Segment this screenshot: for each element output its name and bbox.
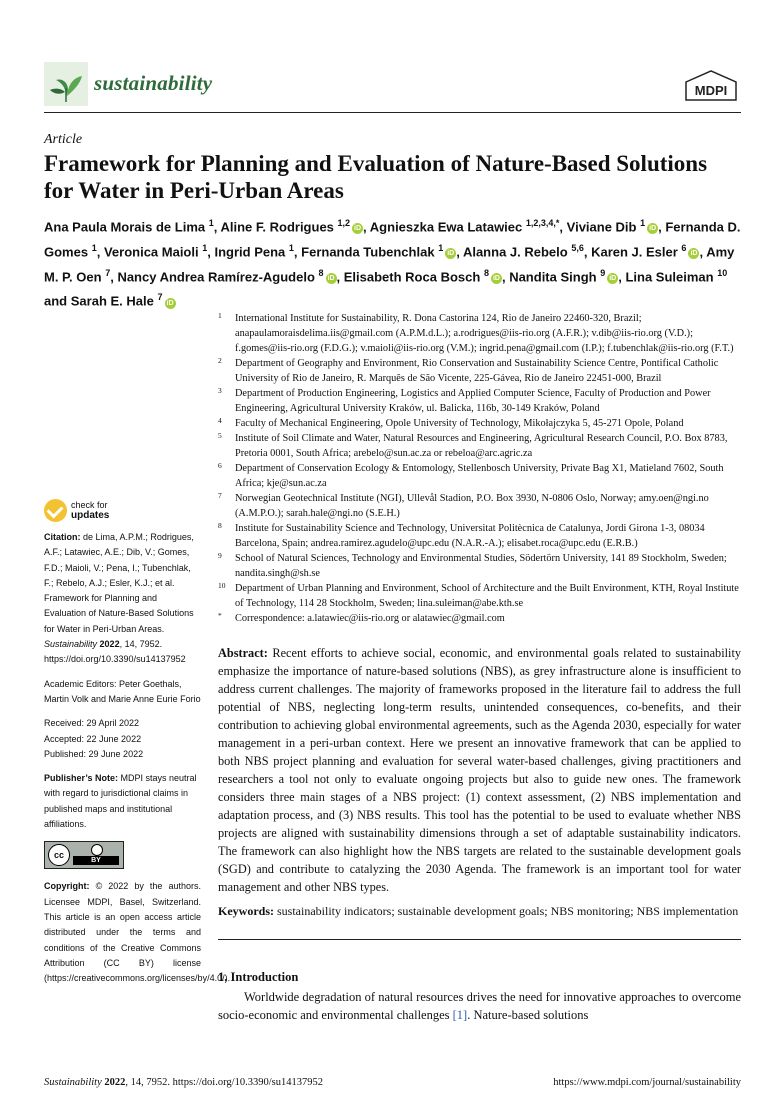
- journal-name: sustainability: [94, 71, 213, 95]
- abstract: [218, 644, 741, 896]
- affiliation-text: Department of Urban Planning and Environment, School of Architecture and the Built Environment, KTH, Royal Institute of Technology, 114 28 Stockholm, Sweden; lina.suleiman@abe.kth.se: [235, 583, 739, 609]
- author-name[interactable]: Lina Suleiman: [625, 268, 714, 284]
- affiliation-number: 3: [218, 386, 222, 395]
- check-for-updates-button[interactable]: [44, 499, 201, 522]
- journal-logo: [44, 62, 88, 106]
- author-affiliation-sup: 1: [288, 242, 294, 253]
- section-heading: 1. Introduction: [218, 970, 299, 984]
- author-name[interactable]: Ingrid Pena: [214, 244, 286, 260]
- author-name[interactable]: Fernanda D. Gomes: [44, 219, 741, 260]
- affiliation-number: 1: [218, 311, 222, 320]
- dates-block: [44, 716, 201, 762]
- author-affiliation-sup: 7: [105, 267, 111, 278]
- affiliation-text: Correspondence: a.latawiec@iis-rio.org or alatawiec@gmail.com: [235, 613, 505, 624]
- check-updates-icon: [44, 499, 67, 522]
- intro-text-before: Worldwide degradation of natural resources drives the need for innovative approaches to overcome socio-economic and environmental challenges: [218, 990, 741, 1022]
- author-name[interactable]: Nancy Andrea Ramírez-Agudelo: [117, 268, 315, 284]
- orcid-icon[interactable]: iD: [166, 299, 174, 307]
- affiliation-text: International Institute for Sustainability, R. Dona Castorina 124, Rio de Janeiro 22460-320, Brazil; anapaulamoraisdelima.iis@gmail.com (A.P.M.d.L.); a.rodrigues@iis-rio.org (A.F.R.); v.dib@iis-rio.org (V.D.); f.gomes@iis-rio.org (F.D.G.); v.maioli@iis-rio.org (V.M.); ingrid.pena@gmail.com (I.P.); f.tubenchlak@iis-rio.org (F.T.): [235, 313, 734, 354]
- article-title: Framework for Planning and Evaluation of Nature-Based Solutions for Water in Peri-Urban Areas: [44, 151, 708, 203]
- accepted-date: Accepted: 22 June 2022: [44, 733, 142, 744]
- affiliation-item: [218, 431, 748, 461]
- author-affiliation-sup: 8: [483, 267, 489, 278]
- affiliation-number: 6: [218, 461, 222, 470]
- affiliation-text: Institute for Sustainability Science and Technology, Universitat Politècnica de Catalunya, Jordi Girona 1-3, 08034 Barcelona, Spain; andrea.ramirez.agudelo@upc.edu (N.A.R.-A.); elisabet.roca@upc.edu (E.R.B.): [235, 523, 705, 549]
- affiliation-number: 7: [218, 491, 222, 500]
- author-name[interactable]: Amy M. P. Oen: [44, 244, 735, 284]
- author-affiliation-sup: 10: [717, 267, 728, 278]
- author-name[interactable]: Agnieszka Ewa Latawiec: [369, 219, 523, 235]
- author-affiliation-sup: 1: [438, 242, 444, 253]
- orcid-icon[interactable]: iD: [609, 274, 617, 282]
- author-affiliation-sup: 9: [600, 267, 606, 278]
- author-list: Ana Paula Morais de Lima $^1$, Aline F. Rodrigues $^{1,2}$iD , Agnieszka Ewa Latawiec $^{1,2,3,4,*}$, Viviane Dib $^1$iD , Fernanda D. Gomes $^1$, Veronica Maioli $^1$, Ingrid Pena $^1$, Fernanda Tubenchlak $^1$iD , Alanna J. Rebelo $^{5,6}$, Karen J. Esler $^6$iD , Amy M. P. Oen $^7$, Nancy Andrea Ramírez-Agudelo $^8$iD , Elisabeth Roca Bosch $^8$iD , Nandita Singh $^9$iD , Lina Suleiman $^{10}$ and Sarah E. Hale $^7$iD: [44, 218, 741, 309]
- author-name[interactable]: Veronica Maioli: [103, 244, 199, 260]
- affiliation-item: [218, 611, 748, 626]
- affiliation-item: [218, 311, 748, 356]
- affiliation-text: Faculty of Mechanical Engineering, Opole University of Technology, Mikołajczyka 5, 45-271 Opole, Poland: [235, 418, 684, 429]
- academic-editors: Academic Editors: Peter Goethals, Martin Volk and Marie Anne Eurie Forio: [44, 678, 201, 704]
- header-rule: [44, 112, 741, 113]
- article-type: Article: [44, 132, 83, 147]
- by-label: BY: [73, 856, 119, 865]
- orcid-icon[interactable]: iD: [327, 274, 335, 282]
- author-affiliation-sup: 6: [681, 242, 687, 253]
- copyright-block: [44, 879, 231, 986]
- author-affiliation-sup: 8: [318, 267, 324, 278]
- orcid-icon[interactable]: iD: [649, 225, 657, 233]
- section-rule: [218, 939, 741, 940]
- abstract-label: Abstract:: [218, 646, 268, 660]
- author-name[interactable]: Karen J. Esler: [591, 244, 678, 260]
- publisher-name: MDPI: [694, 83, 728, 98]
- affiliation-text: Department of Conservation Ecology & Entomology, Stellenbosch University, Private Bag X1, Matieland 7602, South Africa; kje@sun.ac.za: [235, 463, 724, 489]
- orcid-icon[interactable]: iD: [354, 225, 362, 233]
- publisher-note: [44, 771, 201, 832]
- author-name[interactable]: Nandita Singh: [509, 268, 597, 284]
- intro-text-after: . Nature-based solutions: [467, 1008, 589, 1022]
- publisher-logo: [682, 70, 740, 102]
- orcid-icon[interactable]: iD: [492, 274, 500, 282]
- affiliation-item: [218, 386, 748, 416]
- orcid-icon[interactable]: iD: [447, 250, 455, 258]
- affiliation-text: Department of Production Engineering, Logistics and Applied Computer Science, Faculty of Production and Power Engineering, Agricultural University Kraków, ul. Balicka, 116b, 30-149 Kraków, Poland: [235, 388, 711, 414]
- abstract-text: Recent efforts to achieve social, economic, and environmental goals related to sustainability emphasize the importance of nature-based solutions (NBS), as grey infrastructure alone is insufficient to address current challenges. The majority of frameworks proposed in the literature fail to address the full potential of NBS, neglecting long-term results, unintended consequences, co-benefits, and their contribution to achieving global environmental agreements, such as the Agenda 2030, especially for water management in a peri-urban context. Here we present an innovative framework that can be applied to both NBS project planning and evaluation for several water-based challenges, giving practitioners and researchers a tool not only to evaluate ongoing projects but also to guide new ones. The framework considers three main stages of a NBS project: (1) context assessment, (2) NBS implementation and adaptation process, and (3) NBS results. This tool has the potential to be used to evaluate whether NBS projects are aligned with sustainability dimensions through a set of adaptable sustainability indicators. The framework can also highlight how the NBS targets are related to the sustainable development goals (SGD) and contribute to catalyzing the 2030 Agenda. The framework is an important tool for water management and other NBS types.: [218, 646, 742, 894]
- published-date: Published: 29 June 2022: [44, 748, 144, 759]
- publisher-note-label: Publisher’s Note:: [44, 773, 119, 784]
- author-name[interactable]: Elisabeth Roca Bosch: [343, 268, 481, 284]
- footer-year: 2022: [104, 1077, 126, 1088]
- keywords-text: sustainability indicators; sustainable development goals; NBS monitoring; NBS implementation: [277, 904, 739, 918]
- author-name[interactable]: Viviane Dib: [566, 219, 637, 235]
- author-affiliation-sup: 1,2,3,4,*: [525, 218, 560, 228]
- author-name[interactable]: Ana Paula Morais de Lima: [44, 219, 206, 235]
- affiliation-item: [218, 521, 748, 551]
- check-line1: check for: [71, 500, 108, 510]
- copyright-text: © 2022 by the authors. Licensee MDPI, Basel, Switzerland. This article is an open access article distributed under the terms and conditions of the Creative Commons Attribution (CC BY) license (https://creativecommons.org/licenses/by/4.0/).: [44, 881, 231, 984]
- affiliation-item: [218, 491, 748, 521]
- affiliation-text: Norwegian Geotechnical Institute (NGI), Ullevål Stadion, P.O. Box 3930, N-0806 Oslo, Norway; amy.oen@ngi.no (A.M.P.O.); sarah.hale@ngi.no (S.E.H.): [235, 493, 709, 519]
- author-affiliation-sup: 1: [640, 218, 646, 228]
- citation-block: [44, 530, 201, 668]
- affiliation-number: 4: [218, 416, 222, 425]
- affiliation-number: 10: [218, 581, 226, 590]
- author-affiliation-sup: 5,6: [571, 242, 584, 253]
- affiliation-number: 9: [218, 551, 222, 560]
- copyright-label: Copyright:: [44, 881, 90, 892]
- received-date: Received: 29 April 2022: [44, 718, 140, 729]
- author-affiliation-sup: 1: [208, 218, 214, 228]
- author-affiliation-sup: 1: [202, 242, 208, 253]
- check-line2: updates: [71, 510, 110, 521]
- affiliation-number: 2: [218, 356, 222, 365]
- affiliation-text: Department of Geography and Environment, Rio Conservation and Sustainability Science Centre, Pontifical Catholic University of Rio de Janeiro, R. Marquês de São Vicente, 225-Gávea, Rio de Janeiro 22451-000, Brazil: [235, 358, 719, 384]
- affiliation-list: [218, 311, 748, 626]
- keywords: [218, 903, 741, 920]
- publisher-note-text: MDPI stays neutral with regard to jurisdictional claims in published maps and institutional affiliations.: [44, 773, 197, 830]
- footer-citation: [44, 1077, 323, 1088]
- footer-volume-doi: , 14, 7952. https://doi.org/10.3390/su14137952: [125, 1077, 323, 1088]
- footer-journal: Sustainability: [44, 1077, 102, 1088]
- citation-year: 2022: [99, 639, 120, 650]
- citation-text: de Lima, A.P.M.; Rodrigues, A.F.; Latawiec, A.E.; Dib, V.; Gomes, F.D.; Maioli, V.; Pena, I.; Tubenchlak, F.; Rebelo, A.J.; Esler, K.J.; et al. Framework for Planning and Evaluation of Nature-Based Solutions for Water in Peri-Urban Areas.: [44, 532, 194, 634]
- author-and: and: [44, 293, 68, 309]
- affiliation-number: 8: [218, 521, 222, 530]
- affiliation-item: [218, 356, 748, 386]
- citation-doi-link[interactable]: https://doi.org/10.3390/su14137952: [44, 654, 186, 665]
- leaf-icon: [44, 62, 88, 106]
- affiliation-text: Institute of Soil Climate and Water, Natural Resources and Engineering, Agricultural Research Council, P.O. Box 8783, Pretoria 0001, South Africa; arebelo@sun.ac.za or rebeloa@arc.agric.za: [235, 433, 728, 459]
- citation-label: Citation:: [44, 532, 81, 542]
- affiliation-item: [218, 461, 748, 491]
- cc-icon: cc: [48, 844, 70, 866]
- citation-journal: Sustainability: [44, 639, 98, 650]
- author-name[interactable]: Aline F. Rodrigues: [220, 219, 334, 235]
- cc-by-license-badge[interactable]: [44, 841, 124, 869]
- author-affiliation-sup: 1: [91, 242, 97, 253]
- author-affiliation-sup: 1,2: [337, 218, 351, 228]
- reference-link[interactable]: [1]: [452, 1008, 468, 1022]
- intro-paragraph: [218, 988, 741, 1024]
- author-affiliation-sup: 7: [157, 292, 163, 303]
- footer-url[interactable]: https://www.mdpi.com/journal/sustainability: [553, 1077, 741, 1088]
- affiliation-item: [218, 551, 748, 581]
- citation-volume: , 14, 7952.: [119, 639, 163, 650]
- affiliation-number: *: [218, 611, 222, 620]
- affiliation-number: 5: [218, 431, 222, 440]
- author-name[interactable]: Fernanda Tubenchlak: [301, 244, 435, 260]
- sidebar: [44, 499, 231, 986]
- keywords-label: Keywords:: [218, 904, 274, 918]
- orcid-icon[interactable]: iD: [690, 250, 698, 258]
- affiliation-item: [218, 416, 748, 431]
- attribution-icon: [91, 844, 103, 856]
- affiliation-text: School of Natural Sciences, Technology and Environmental Studies, Södertörn University, 141 89 Stockholm, Sweden; nandita.singh@sh.se: [235, 553, 727, 579]
- author-name[interactable]: Sarah E. Hale: [70, 293, 154, 309]
- affiliation-item: [218, 581, 748, 611]
- author-name[interactable]: Alanna J. Rebelo: [462, 244, 568, 260]
